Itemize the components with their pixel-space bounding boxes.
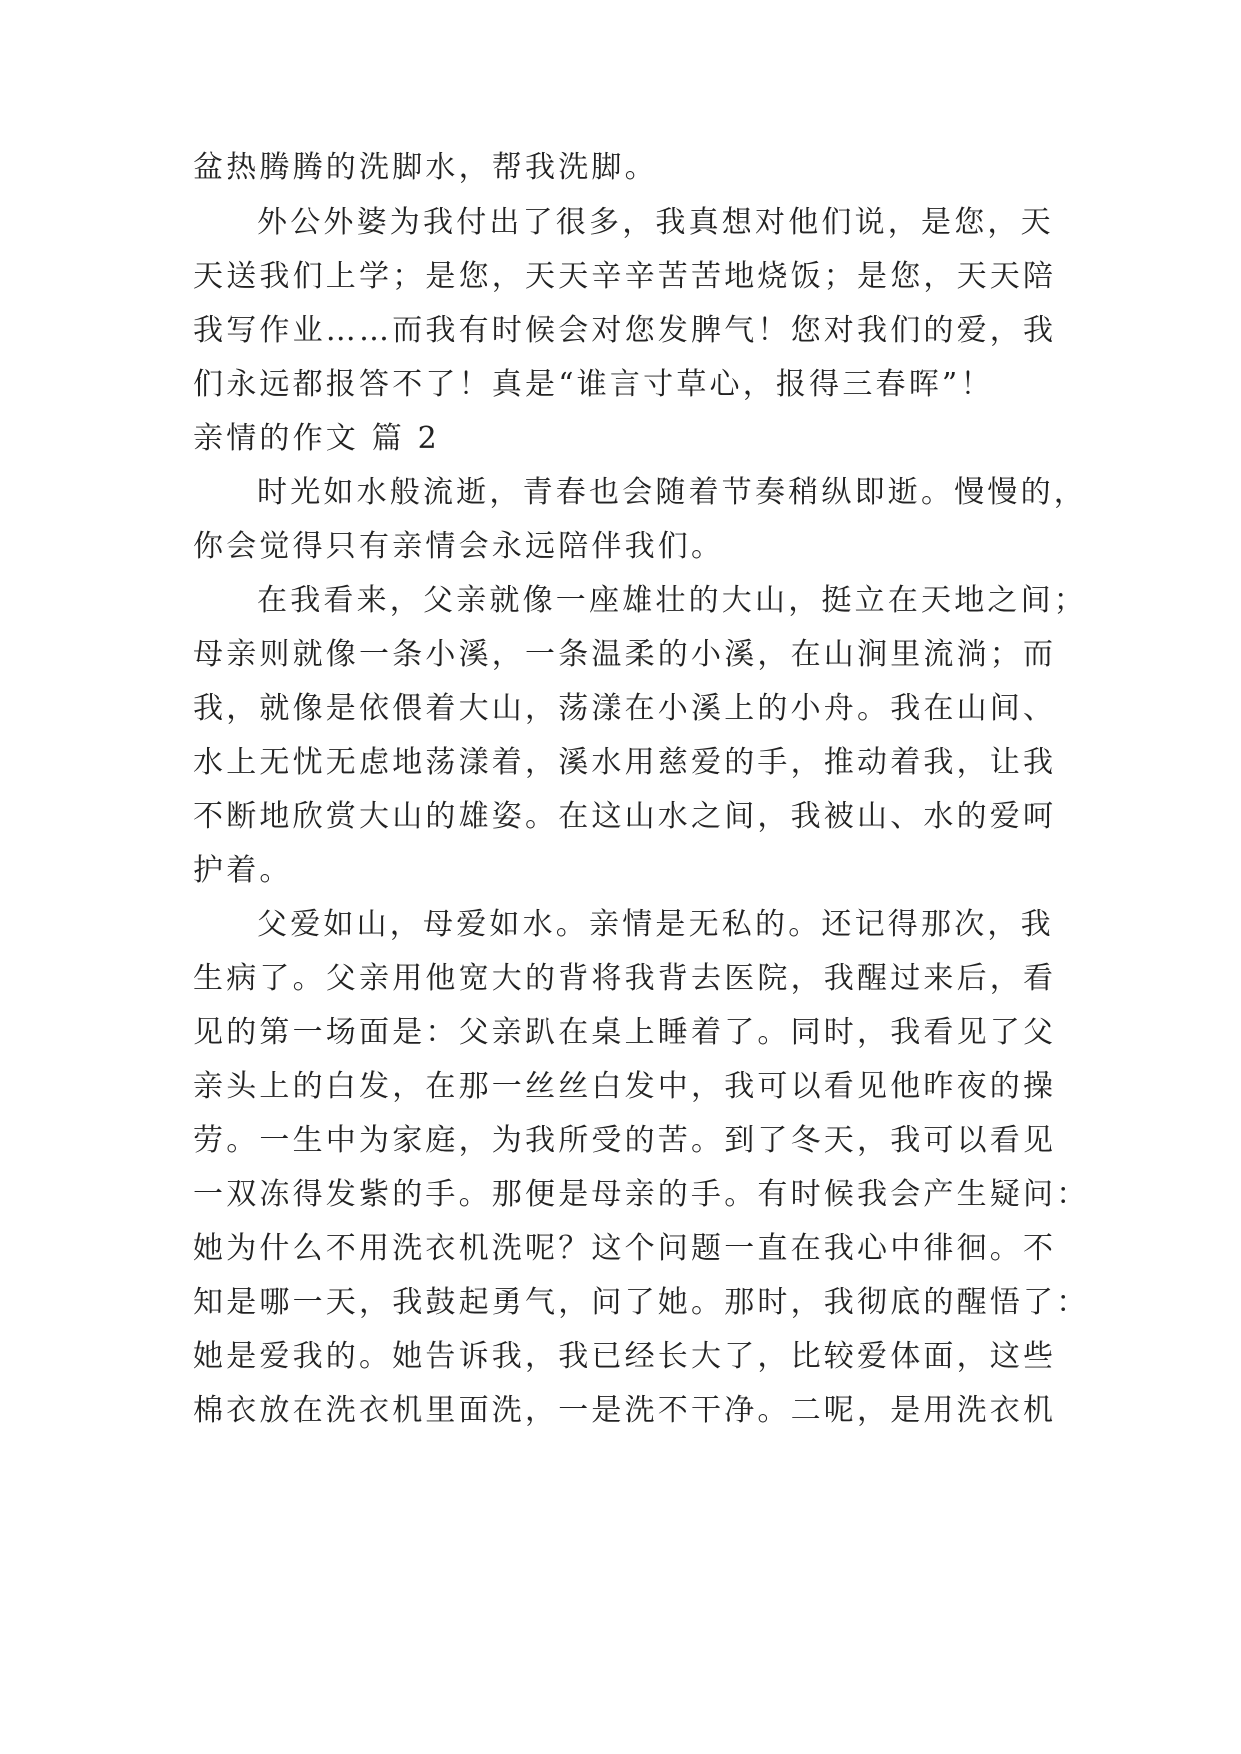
paragraph-line: 我，就像是依偎着大山，荡漾在小溪上的小舟。我在山间、	[193, 691, 1057, 726]
paragraph-line: 外公外婆为我付出了很多，我真想对他们说，是您，天	[257, 205, 1054, 240]
paragraph-line: 不断地欣赏大山的雄姿。在这山水之间，我被山、水的爱呵	[193, 799, 1057, 834]
paragraph-line: 一双冻得发紫的手。那便是母亲的手。有时候我会产生疑问：	[193, 1177, 1090, 1212]
paragraph-line: 水上无忧无虑地荡漾着，溪水用慈爱的手，推动着我，让我	[193, 745, 1057, 780]
paragraph-line: 劳。一生中为家庭，为我所受的苦。到了冬天，我可以看见	[193, 1123, 1057, 1158]
paragraph-line: 护着。	[193, 853, 293, 888]
section-heading: 亲情的作文 篇 2	[193, 421, 440, 456]
paragraph-line: 她是爱我的。她告诉我，我已经长大了，比较爱体面，这些	[193, 1339, 1057, 1374]
paragraph-line: 她为什么不用洗衣机洗呢？这个问题一直在我心中徘徊。不	[193, 1231, 1057, 1266]
paragraph-line: 你会觉得只有亲情会永远陪伴我们。	[193, 529, 725, 564]
paragraph-line: 父爱如山，母爱如水。亲情是无私的。还记得那次，我	[257, 907, 1054, 942]
paragraph-line: 棉衣放在洗衣机里面洗，一是洗不干净。二呢，是用洗衣机	[193, 1393, 1057, 1428]
paragraph-line: 生病了。父亲用他宽大的背将我背去医院，我醒过来后，看	[193, 961, 1057, 996]
paragraph-line: 见的第一场面是：父亲趴在桌上睡着了。同时，我看见了父	[193, 1015, 1057, 1050]
paragraph-line: 盆热腾腾的洗脚水，帮我洗脚。	[193, 150, 658, 185]
paragraph-line: 们永远都报答不了！真是“谁言寸草心，报得三春晖”！	[193, 367, 994, 402]
paragraph-line: 时光如水般流逝，青春也会随着节奏稍纵即逝。慢慢的，	[257, 475, 1087, 510]
paragraph-line: 知是哪一天，我鼓起勇气，问了她。那时，我彻底的醒悟了：	[193, 1285, 1090, 1320]
paragraph-line: 在我看来，父亲就像一座雄壮的大山，挺立在天地之间；	[257, 583, 1087, 618]
paragraph-line: 我写作业……而我有时候会对您发脾气！您对我们的爱，我	[193, 313, 1057, 348]
paragraph-line: 母亲则就像一条小溪，一条温柔的小溪，在山涧里流淌；而	[193, 637, 1057, 672]
paragraph-line: 天送我们上学；是您，天天辛辛苦苦地烧饭；是您，天天陪	[193, 259, 1057, 294]
paragraph-line: 亲头上的白发，在那一丝丝白发中，我可以看见他昨夜的操	[193, 1069, 1057, 1104]
